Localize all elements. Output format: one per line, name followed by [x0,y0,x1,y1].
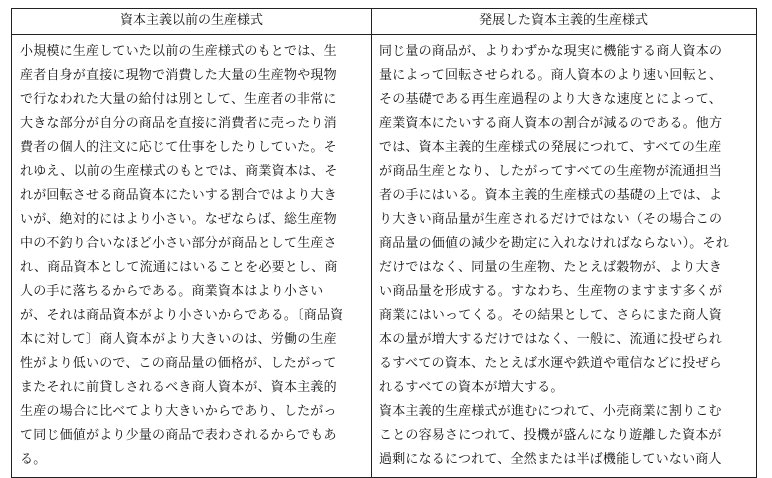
left-line: が、それは商品資本がより小さいからである。〔商品資 [20,308,344,323]
left-line: れゆえ、以前の生産様式のもとでは、商業資本は、そ [20,164,338,179]
left-line: て同じ価値がより少量の商品で表わされるからでもあ [20,428,337,443]
right-column-header: 発展した資本主義的生産様式 [371,9,756,35]
right-line: 資本主義的生産様式が進むにつれて、小売商業に割りこむ [379,404,722,419]
left-line: 小規模に生産していた以前の生産様式のもとでは、生 [20,44,337,59]
right-line: では、資本主義的生産様式の発展につれて、すべての生産 [379,140,722,155]
right-line: ことの容易さにつれて、投機が盛んになり遊離した資本が [379,428,722,443]
left-line: る。 [20,452,47,467]
left-line: 生産の場合に比べてより大きいからであり、したがっ [20,404,337,419]
left-line: 本に対して〕商人資本がより大きいのは、労働の生産 [20,332,337,347]
left-line: 費者の個人的注文に応じて仕事をしたりしていた。そ [20,140,337,155]
left-line: れが回転させる商品資本にたいする割合ではより大き [20,188,337,203]
left-line: いが、絶対的にはより小さい。なぜならば、総生産物 [20,212,337,227]
right-line: り大きい商品量が生産されるだけではない（その場合この [379,212,723,227]
right-column [371,9,756,477]
right-column-body [371,35,756,472]
right-line: 商品量の価値の減少を勘定に入れなければならない）。それ [379,236,729,251]
right-line: 同じ量の商品が、よりわずかな現実に機能する商人資本の [379,44,723,59]
left-line: またそれに前貸しされるべき商人資本が、資本主義的 [20,380,337,395]
right-line: れるすべての資本が増大する。 [379,380,564,395]
right-line: い商品量を形成する。すなわち、生産物のますます多くが [379,284,723,299]
right-line: その基礎である再生産過程のより大きな速度とによって、 [379,92,722,107]
right-line: だけではなく、同量の生産物、たとえば穀物が、より大き [379,260,722,275]
right-line: るすべての資本、たとえば水運や鉄道や電信などに投ぜら [379,356,722,371]
left-line: 大きな部分が自分の商品を直接に消費者に売ったり消 [20,116,337,131]
right-line: 過剰になるにつれて、全然または半ば機能していない商人 [379,452,722,467]
right-line: 産業資本にたいする商人資本の割合が減るのである。他方 [379,116,723,131]
left-line: で行なわれた大量の給付は別として、生産者の非常に [20,92,337,107]
right-line: 本の量が増大するだけではなく、一般に、流通に投ぜられ [379,332,722,347]
left-line: 人の手に落ちるからである。商業資本はより小さい [20,284,324,299]
comparison-table [11,8,757,478]
right-line: 商業にはいってくる。その結果として、さらにまた商人資 [379,308,722,323]
left-line: れ、商品資本として流通にはいることを必要とし、商 [20,260,338,275]
left-line: 産者自身が直接に現物で消費した大量の生産物や現物 [20,68,337,83]
left-line: 性がより低いので、この商品量の価格が、したがって [20,356,337,371]
right-line: 量によって回転させられる。商人資本のより速い回転と、 [379,68,723,83]
left-column [12,9,372,477]
left-column-header: 資本主義以前の生産様式 [12,9,371,35]
left-column-body [12,35,371,472]
right-line: 者の手にはいる。資本主義的生産様式の基礎の上では、よ [379,188,723,203]
right-line: が商品生産となり、したがってすべての生産物が流通担当 [379,164,722,179]
left-line: 中の不釣り合いなほど小さい部分が商品として生産さ [20,236,337,251]
